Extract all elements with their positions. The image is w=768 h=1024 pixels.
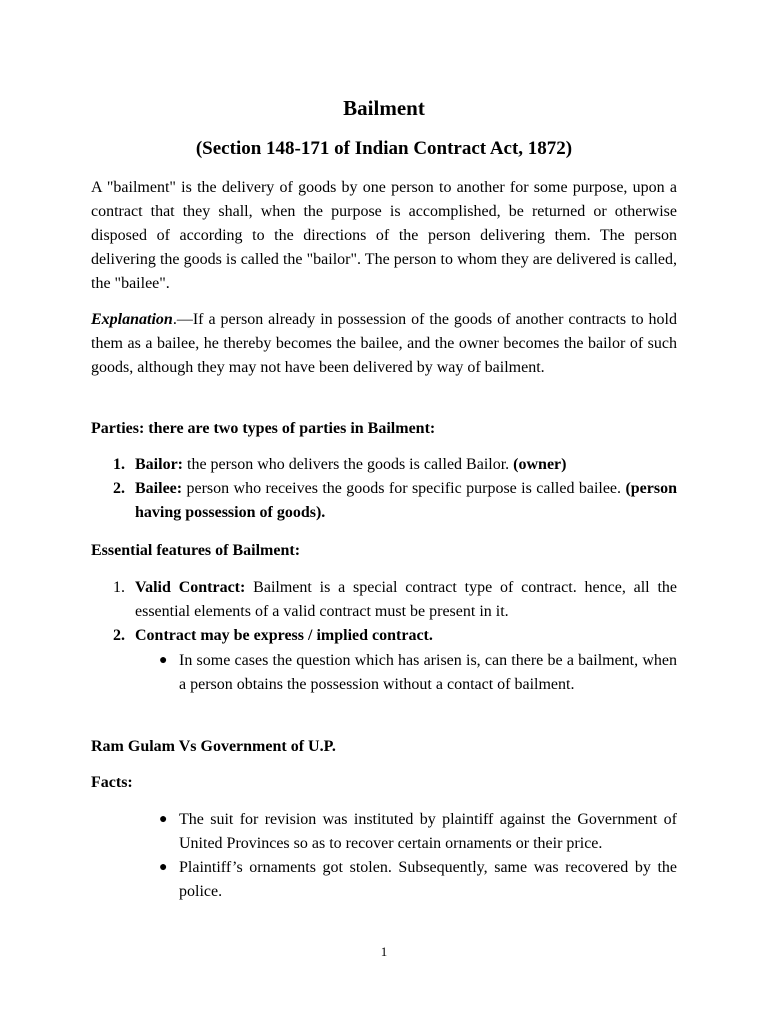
bullet-dot-icon: ● [159,812,168,827]
page-number: 1 [380,944,388,959]
party-label: Bailee: [135,480,183,497]
list-number: 1. [113,579,125,596]
document-title: Bailment [343,96,425,120]
list-item [157,856,677,904]
feature-text: Bailment is a special contract type of contract. hence, all the essential elements of a valid contract must be present in it. [135,579,677,620]
feature-label: Contract may be express / implied contract. [135,627,433,644]
fact-text: Plaintiff’s ornaments got stolen. Subsequently, same was recovered by the police. [179,859,677,900]
party-text: the person who delivers the goods is called Bailor. [183,456,514,473]
list-item [157,649,677,697]
list-number: 2. [113,627,125,644]
bullet-dot-icon: ● [159,860,168,875]
party-label: Bailor: [135,456,183,473]
list-item [157,808,677,856]
parties-heading: Parties: there are two types of parties in Bailment: [91,420,436,437]
list-item [113,576,677,624]
features-heading: Essential features of Bailment: [91,542,301,559]
feature-label: Valid Contract: [135,579,246,596]
document-subtitle: (Section 148-171 of Indian Contract Act, 1872) [195,138,573,159]
case-heading: Ram Gulam Vs Government of U.P. [91,738,336,755]
features-list [113,576,677,648]
list-item [113,453,677,477]
facts-bullet-list [157,808,677,904]
definition-paragraph: A "bailment" is the delivery of goods by one person to another for some purpose, upon a contract that they shall, when the purpose is accomplished, be returned or otherwise disposed of according to the directions of the person delivering them. The person delivering the goods is called the "bailor". The person to whom they are delivered is called, the "bailee". [91,179,677,292]
facts-heading: Facts: [91,774,133,791]
explanation-label: Explanation [91,311,173,328]
list-item [113,624,677,648]
list-number: 2. [113,480,125,497]
list-item [113,477,677,525]
explanation-paragraph [91,308,677,380]
fact-text: The suit for revision was instituted by plaintiff against the Government of United Provinces so as to recover certain ornaments or their price. [179,811,677,852]
bullet-text: In some cases the question which has arisen is, can there be a bailment, when a person obtains the possession without a contact of bailment. [179,652,677,693]
party-note: (person having possession of goods). [135,480,677,521]
parties-list [113,453,677,525]
party-note: (owner) [513,456,567,473]
party-text: person who receives the goods for specific purpose is called bailee. [182,480,626,497]
features-bullet-list [157,649,677,697]
list-number: 1. [113,456,125,473]
explanation-text: .—If a person already in possession of the goods of another contracts to hold them as a bailee, he thereby becomes the bailee, and the owner becomes the bailor of such goods, although they may not have been delivered by way of bailment. [91,311,677,376]
bullet-dot-icon: ● [159,653,168,668]
